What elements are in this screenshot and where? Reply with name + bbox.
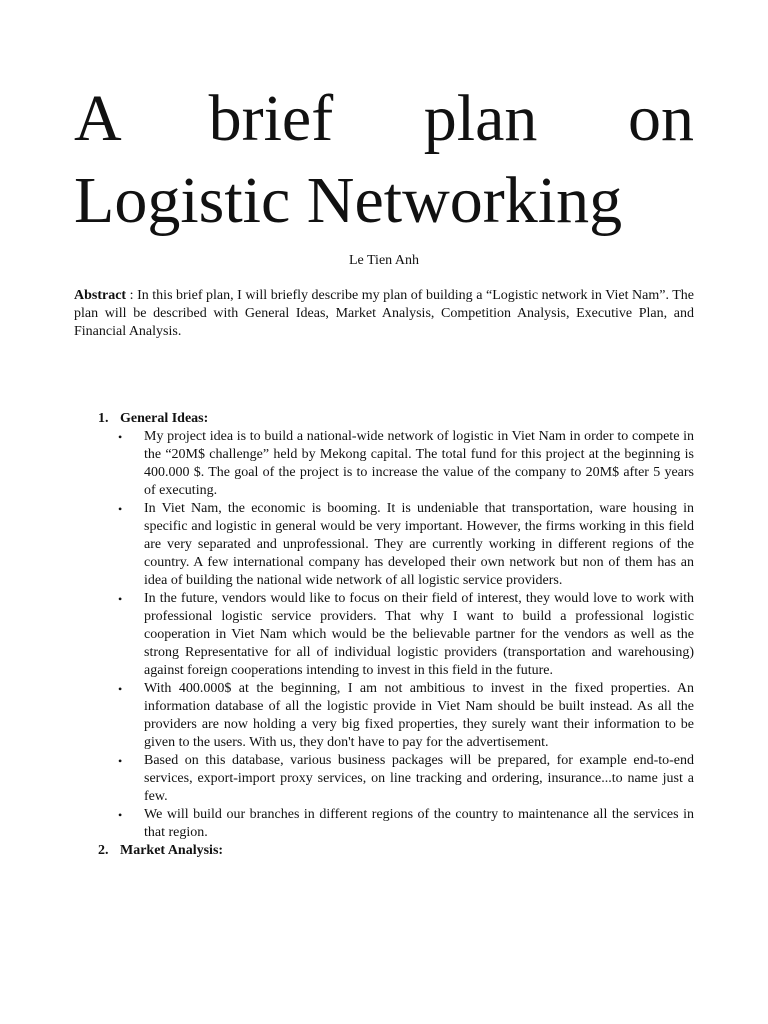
author-name: Le Tien Anh [348,253,419,268]
title-line-1: A brief plan on [74,82,694,155]
title-line-2: Logistic Networking [74,164,623,237]
section-general-ideas [74,410,694,842]
bullet-icon: • [118,430,123,444]
abstract-label: Abstract [74,288,127,303]
abstract-text: : In this brief plan, I will briefly describe my plan of building a “Logistic network in Viet Nam”. The plan will be described with General Ideas, Market Analysis, Competition Analysis, Executive Plan, and Financial Analysis. [74,288,694,339]
list-item [74,428,694,500]
section-market-analysis [74,842,694,860]
list-item [74,680,694,752]
abstract-paragraph [74,287,694,341]
bullet-icon: • [118,682,123,696]
list-item-text: My project idea is to build a national-wide network of logistic in Viet Nam in order to compete in the “20M$ challenge” held by Mekong capital. The total fund for this project at the beginning is 400.000 $. The goal of the project is to increase the value of the company to 20M$ after 5 years of executing. [144,429,694,498]
bullet-list [74,428,694,842]
section-number: 2. [98,843,109,858]
section-list [74,410,694,860]
list-item-text: With 400.000$ at the beginning, I am not ambitious to invest in the fixed properties. An information database of all the logistic provide in Viet Nam should be built instead. As all the providers are now holding a very big fixed properties, they surely want their information to be given to the users. With us, they don't have to pay for the advertisement. [144,681,694,750]
section-heading [74,842,694,860]
document-title [74,78,694,242]
section-title: General Ideas: [120,411,209,426]
bullet-icon: • [118,754,123,768]
list-item-text: In the future, vendors would like to focus on their field of interest, they would love to work with professional logistic service providers. That why I want to build a professional logistic cooperation in Viet Nam which would be the believable partner for the vendors as well as the strong Representative for all of individual logistic providers (transportation and warehousing) against foreign cooperations intending to invest in this field in the future. [144,591,694,678]
list-item [74,590,694,680]
section-heading [74,410,694,428]
list-item [74,500,694,590]
list-item-text: Based on this database, various business packages will be prepared, for example end-to-end services, export-import proxy services, on line tracking and ordering, insurance...to name just a few. [144,753,694,804]
list-item [74,806,694,842]
bullet-icon: • [118,808,123,822]
section-number: 1. [98,411,109,426]
bullet-icon: • [118,502,123,516]
list-item-text: We will build our branches in different regions of the country to maintenance all the services in that region. [144,807,694,840]
bullet-icon: • [118,592,123,606]
section-title: Market Analysis: [120,843,224,858]
list-item-text: In Viet Nam, the economic is booming. It is undeniable that transportation, ware housing in specific and logistic in general would be very important. However, the firms working in this field are very separated and unprofessional. They are currently working in different regions of the country. A few international company has developed their own network but non of them has an idea of building the national wide network of all logistic service providers. [144,501,694,588]
list-item [74,752,694,806]
